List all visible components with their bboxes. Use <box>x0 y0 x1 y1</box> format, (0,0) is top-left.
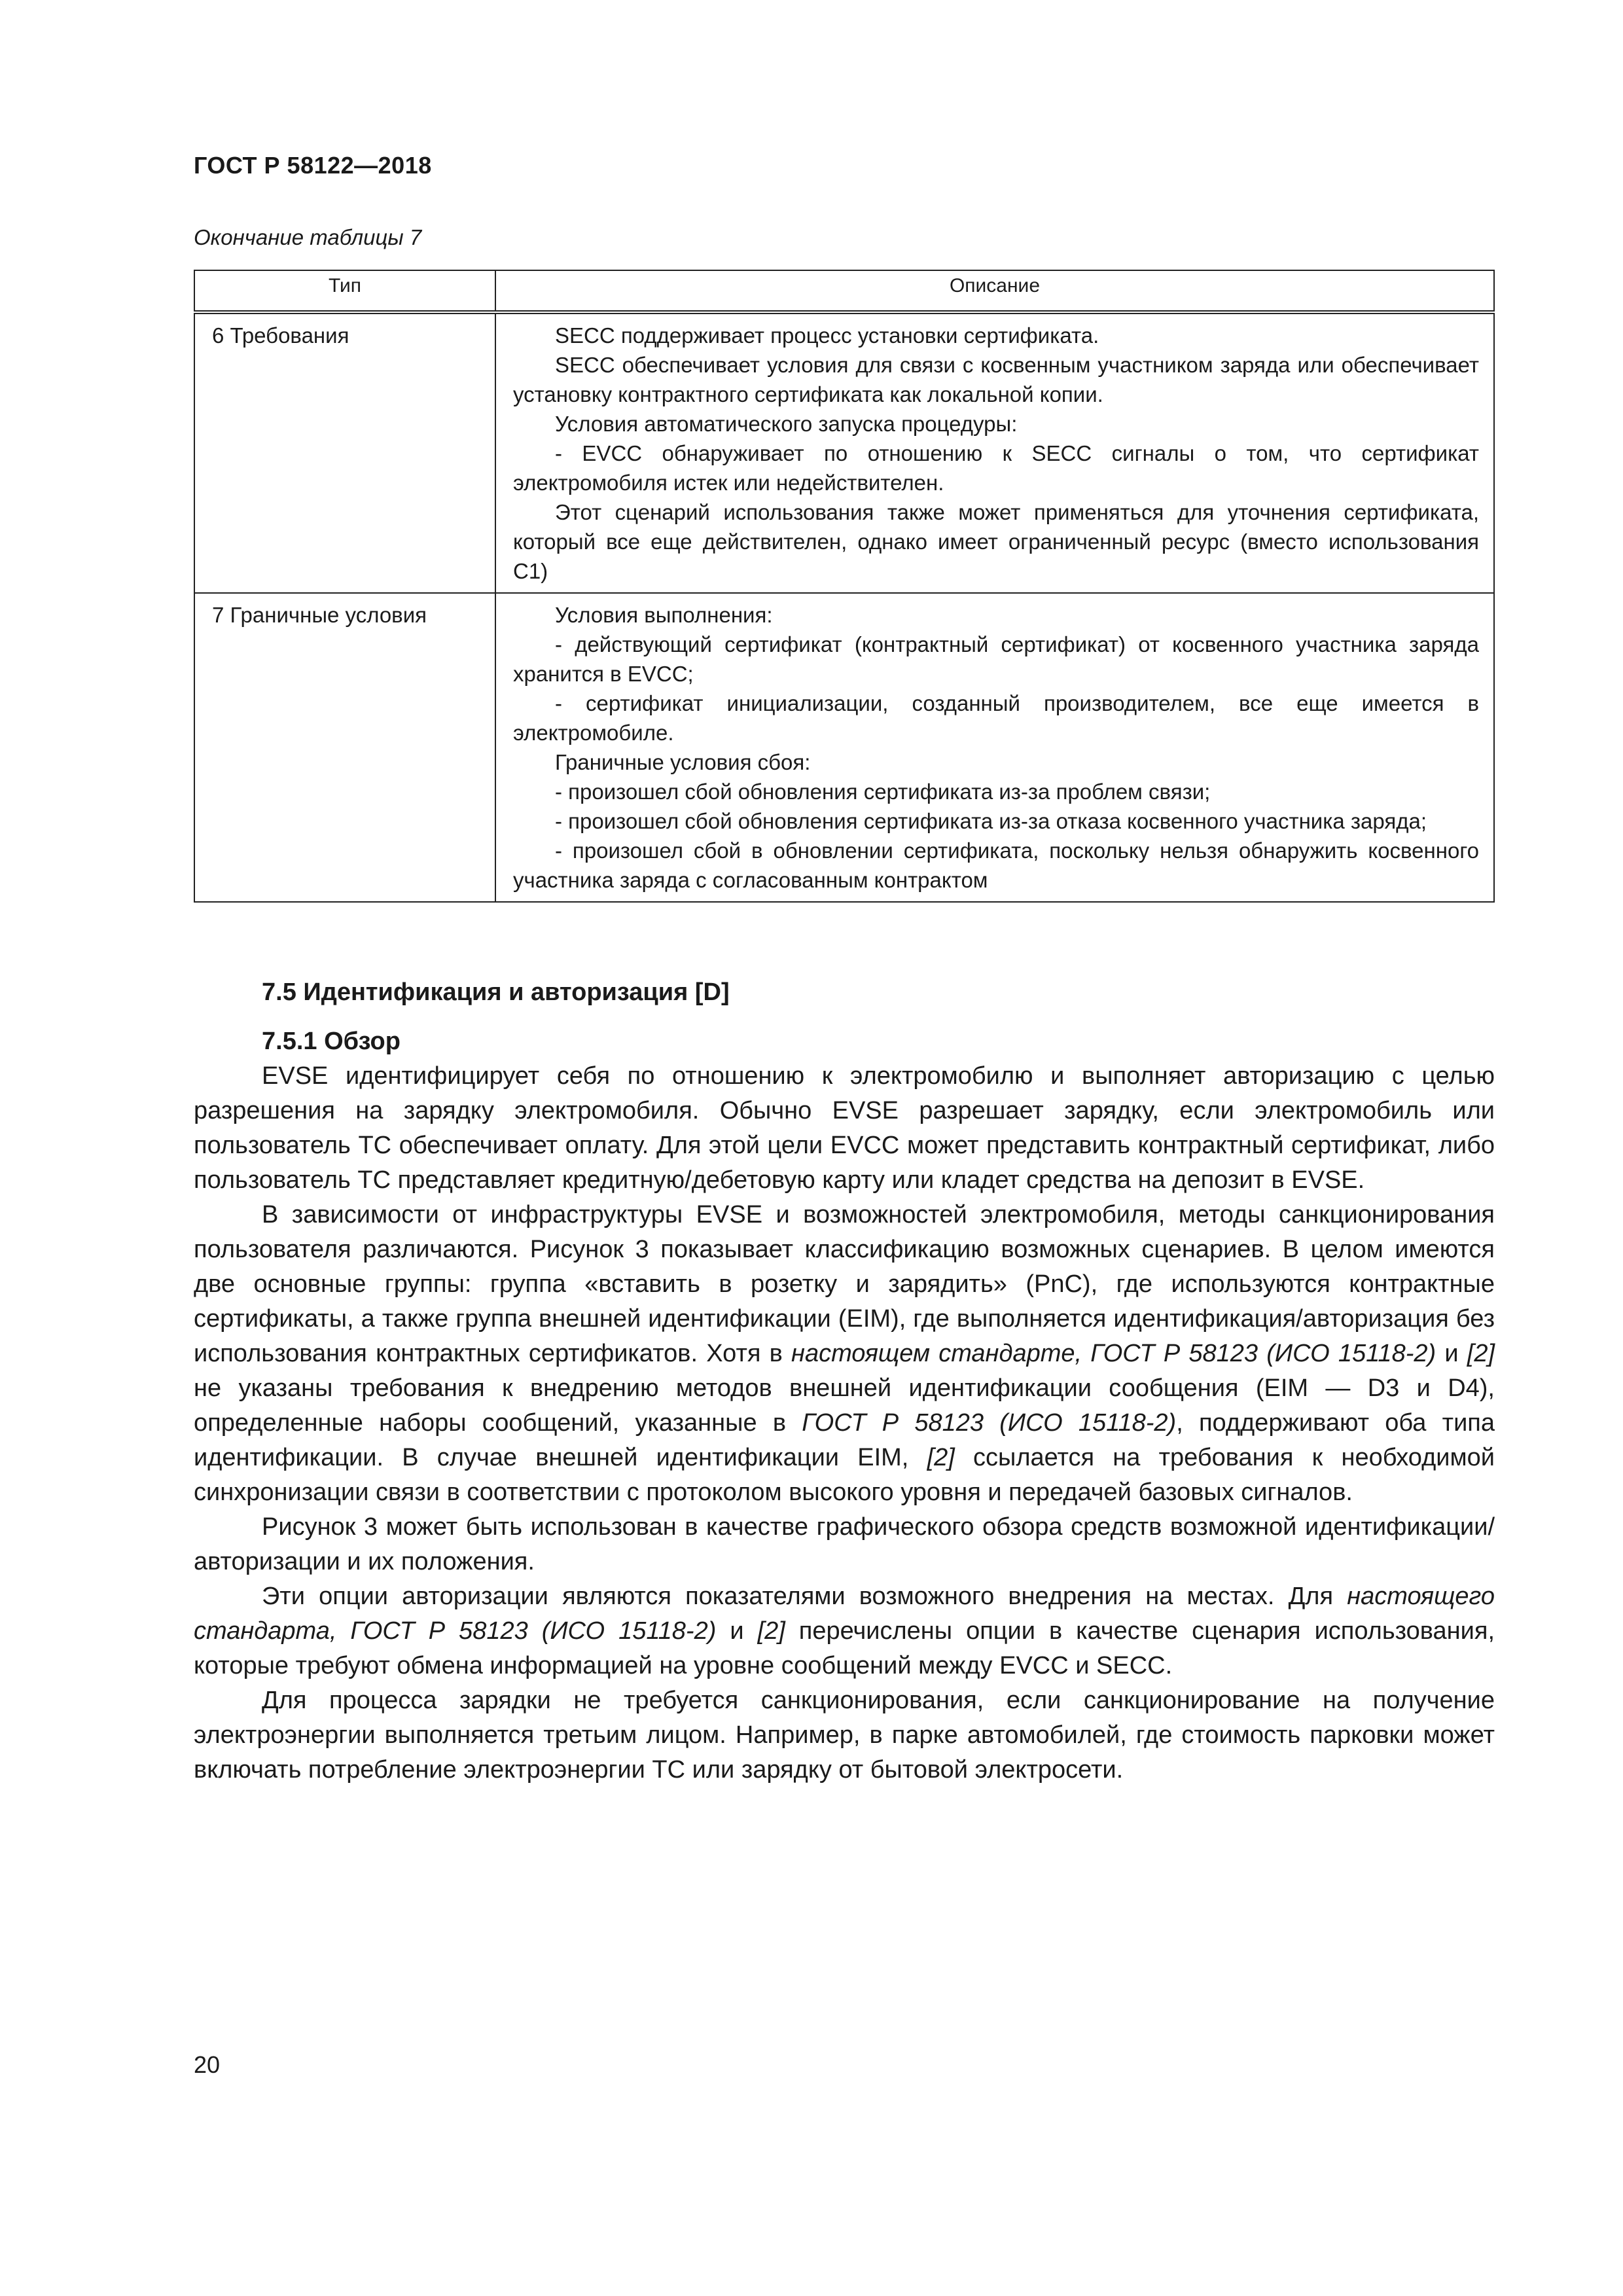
text-run: Эти опции авторизации являются показателями возможного внедрения на местах. Для <box>262 1583 1347 1610</box>
page-number: 20 <box>194 2051 221 2078</box>
row-description-cell <box>495 312 1494 593</box>
section-heading: 7.5 Идентификация и авторизация [D] <box>262 978 730 1006</box>
row-description-cell <box>495 593 1494 902</box>
description-line: - EVCC обнаруживает по отношению к SECC сигналы о том, что сертификат электромобиля истек или недействителен. <box>513 441 1479 495</box>
subsection-heading: 7.5.1 Обзор <box>262 1028 401 1055</box>
text-run: и <box>1436 1340 1467 1367</box>
text-run: В зависимости от инфраструктуры EVSE и возможностей электромобиля, методы санкционирования пользователя различаются. Рисунок 3 показывает классификацию возможных сценариев. В целом имеются две основные группы: группа «вставить в розетку и зарядить» (PnC), где используются контрактные сертификаты, а также группа внешней идентификации (EIM), где выполняется идентификация/авторизация без использования контрактных сертификатов. Хотя в <box>194 1201 1495 1367</box>
paragraph-4 <box>194 1579 1495 1683</box>
row-type-cell: 7 Граничные условия <box>194 593 495 902</box>
description-line: Этот сценарий использования также может применяться для уточнения сертификата, который все еще действителен, однако имеет ограниченный ресурс (вместо использования C1) <box>513 500 1479 583</box>
text-run: , поддерживают оба типа идентификации. В случае внешней идентификации EIM, <box>194 1409 1495 1471</box>
description-line: Условия автоматического запуска процедуры: <box>555 412 1018 436</box>
table-header-row <box>194 270 1494 312</box>
description-line: SECC поддерживает процесс установки сертификата. <box>555 323 1099 348</box>
description-line: - действующий сертификат (контрактный сертификат) от косвенного участника заряда хранится в EVCC; <box>513 632 1479 686</box>
italic-reference: [2] <box>757 1617 785 1645</box>
spec-table <box>194 270 1495 903</box>
text-run: перечислены опции в качестве сценария использования, которые требуют обмена информацией на уровне сообщений между EVCC и SECC. <box>194 1617 1495 1679</box>
italic-reference: настоящего стандарта, ГОСТ Р 58123 (ИСО 15118-2) <box>194 1583 1495 1645</box>
paragraph-2 <box>194 1198 1495 1510</box>
italic-reference: [2] <box>927 1444 955 1471</box>
italic-reference: [2] <box>1467 1340 1495 1367</box>
table-row <box>194 593 1494 902</box>
column-header-type: Тип <box>194 270 495 312</box>
table-row <box>194 312 1494 593</box>
description-line: - сертификат инициализации, созданный производителем, все еще имеется в электромобиле. <box>513 691 1479 745</box>
text-run: ссылается на требования к необходимой синхронизации связи в соответствии с протоколом высокого уровня и передачей базовых сигналов. <box>194 1444 1495 1506</box>
text-run: и <box>716 1617 758 1645</box>
description-line: - произошел сбой обновления сертификата из-за проблем связи; <box>555 780 1211 804</box>
paragraph-3: Рисунок 3 может быть использован в качестве графического обзора средств возможной идентификации/авторизации и их положения. <box>194 1513 1495 1575</box>
table-caption: Окончание таблицы 7 <box>194 225 422 249</box>
section-body <box>194 975 1495 1787</box>
description-line: - произошел сбой в обновлении сертификата, поскольку нельзя обнаружить косвенного участника заряда с согласованным контрактом <box>513 838 1479 892</box>
description-line: Граничные условия сбоя: <box>555 750 811 774</box>
column-header-description: Описание <box>495 270 1494 312</box>
row-type-cell: 6 Требования <box>194 312 495 593</box>
description-line: - произошел сбой обновления сертификата из-за отказа косвенного участника заряда; <box>555 809 1427 833</box>
document-header: ГОСТ Р 58122—2018 <box>194 152 432 179</box>
paragraph-1: EVSE идентифицирует себя по отношению к электромобилю и выполняет авторизацию с целью разрешения на зарядку электромобиля. Обычно EVSE разрешает зарядку, если электромобиль или пользователь ТС обеспечивает оплату. Для этой цели EVCC может представить контрактный сертификат, либо пользователь ТС представляет кредитную/дебетовую карту или кладет средства на депозит в EVSE. <box>194 1062 1495 1194</box>
italic-reference: настоящем стандарте, ГОСТ Р 58123 (ИСО 15118-2) <box>791 1340 1436 1367</box>
paragraph-5: Для процесса зарядки не требуется санкционирования, если санкционирование на получение электроэнергии выполняется третьим лицом. Например, в парке автомобилей, где стоимость парковки может включать потребление электроэнергии ТС или зарядку от бытовой электросети. <box>194 1687 1495 1784</box>
description-line: Условия выполнения: <box>555 603 773 627</box>
italic-reference: ГОСТ Р 58123 (ИСО 15118-2) <box>802 1409 1177 1437</box>
text-run: не указаны требования к внедрению методов внешней идентификации сообщения (EIM — D3 и D4), определенные наборы сообщений, указанные в <box>194 1374 1495 1437</box>
description-line: SECC обеспечивает условия для связи с косвенным участником заряда или обеспечивает установку контрактного сертификата как локальной копии. <box>513 353 1479 406</box>
